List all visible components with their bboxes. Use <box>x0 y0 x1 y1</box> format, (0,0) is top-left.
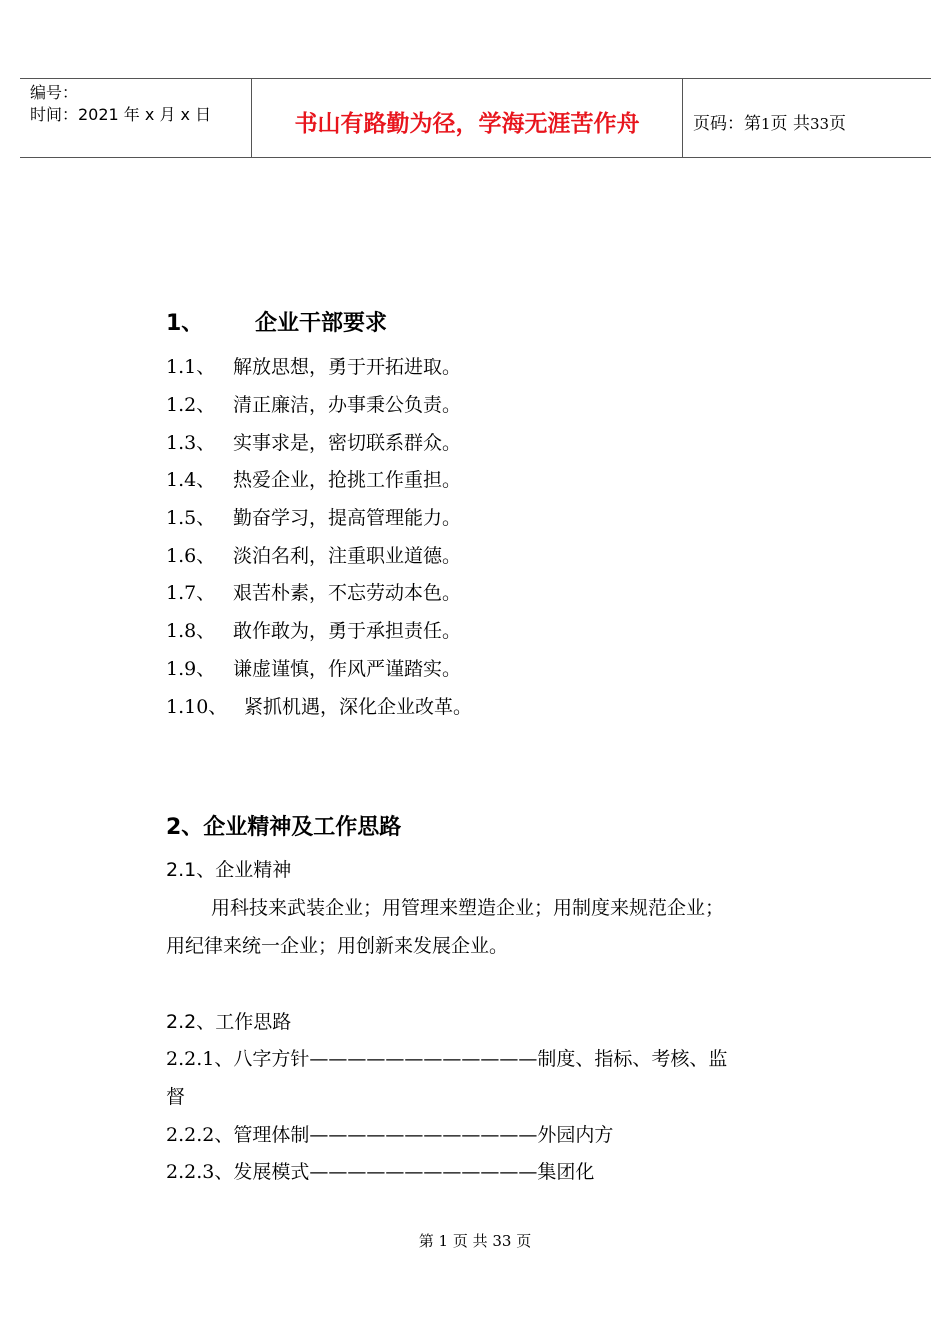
work-idea-item <box>166 1159 594 1185</box>
section2-1-title: 2.1、企业精神 <box>166 859 292 881</box>
page-prefix: 页码：第 <box>693 114 761 134</box>
work-idea-number: 2.2.2、 <box>166 1124 234 1146</box>
header-page-info <box>693 109 846 134</box>
requirement-text: 清正廉洁，办事秉公负责。 <box>233 394 462 416</box>
work-idea-number: 2.2.1、 <box>166 1048 234 1070</box>
requirement-item <box>166 618 461 644</box>
requirement-item <box>166 580 461 606</box>
time-label: 时间：2021 年 x 月 x 日 <box>30 105 212 124</box>
motto: 书山有路勤为径，学海无涯苦作舟 <box>294 111 640 137</box>
requirement-number: 1.6、 <box>166 545 216 567</box>
requirement-number: 1.10、 <box>166 696 228 718</box>
requirement-number: 1.9、 <box>166 658 216 680</box>
enterprise-spirit-line2: 用纪律来统一企业；用创新来发展企业。 <box>166 935 509 957</box>
section2-2-title: 2.2、工作思路 <box>166 1011 292 1033</box>
work-idea-text: 督 <box>166 1086 186 1108</box>
requirement-text: 紧抓机遇，深化企业改革。 <box>244 696 473 718</box>
requirement-item <box>166 354 461 380</box>
header-meta-cell <box>20 79 252 157</box>
work-idea-text: 管理体制————————————外园内方 <box>233 1124 614 1146</box>
requirement-text: 谦虚谨慎，作风严谨踏实。 <box>233 658 462 680</box>
page-mid: 页 共 <box>770 114 810 134</box>
section1-title: 企业干部要求 <box>254 311 387 336</box>
work-idea-item <box>166 1122 613 1148</box>
work-idea-item <box>166 1046 727 1072</box>
requirement-number: 1.2、 <box>166 394 216 416</box>
section1-number: 1、 <box>166 311 204 336</box>
work-idea-text: 八字方针————————————制度、指标、考核、监 <box>233 1048 728 1070</box>
requirement-number: 1.8、 <box>166 620 216 642</box>
header-page-cell <box>683 79 931 157</box>
page-current: 1 <box>761 115 771 133</box>
enterprise-spirit-line1: 用科技来武装企业；用管理来塑造企业；用制度来规范企业； <box>211 897 725 919</box>
requirement-item <box>166 656 461 682</box>
section1-heading <box>166 311 387 337</box>
work-idea-item <box>166 1084 185 1110</box>
page-suffix: 页 <box>829 114 847 134</box>
page-total: 33 <box>809 115 830 133</box>
requirement-text: 解放思想，勇于开拓进取。 <box>233 356 462 378</box>
requirement-number: 1.4、 <box>166 469 216 491</box>
requirement-item <box>166 467 461 493</box>
requirement-item <box>166 430 461 456</box>
requirement-text: 敢作敢为，勇于承担责任。 <box>233 620 462 642</box>
requirement-number: 1.1、 <box>166 356 216 378</box>
requirement-text: 淡泊名利，注重职业道德。 <box>233 545 462 567</box>
requirement-item <box>166 505 461 531</box>
work-idea-number: 2.2.3、 <box>166 1161 234 1183</box>
header-motto-cell <box>252 79 683 157</box>
requirement-item <box>166 392 461 418</box>
requirement-number: 1.5、 <box>166 507 216 529</box>
work-idea-text: 发展模式————————————集团化 <box>233 1161 595 1183</box>
requirement-text: 热爱企业，抢挑工作重担。 <box>233 469 462 491</box>
requirement-text: 实事求是，密切联系群众。 <box>233 432 462 454</box>
page-footer: 第 1 页 共 33 页 <box>418 1232 532 1250</box>
number-label: 编号： <box>30 83 79 102</box>
requirement-number: 1.7、 <box>166 582 216 604</box>
section2-title: 2、企业精神及工作思路 <box>166 815 402 840</box>
requirement-item <box>166 694 472 720</box>
document-header <box>20 78 931 158</box>
requirement-item <box>166 543 461 569</box>
requirement-number: 1.3、 <box>166 432 216 454</box>
requirement-text: 艰苦朴素，不忘劳动本色。 <box>233 582 462 604</box>
requirement-text: 勤奋学习，提高管理能力。 <box>233 507 462 529</box>
